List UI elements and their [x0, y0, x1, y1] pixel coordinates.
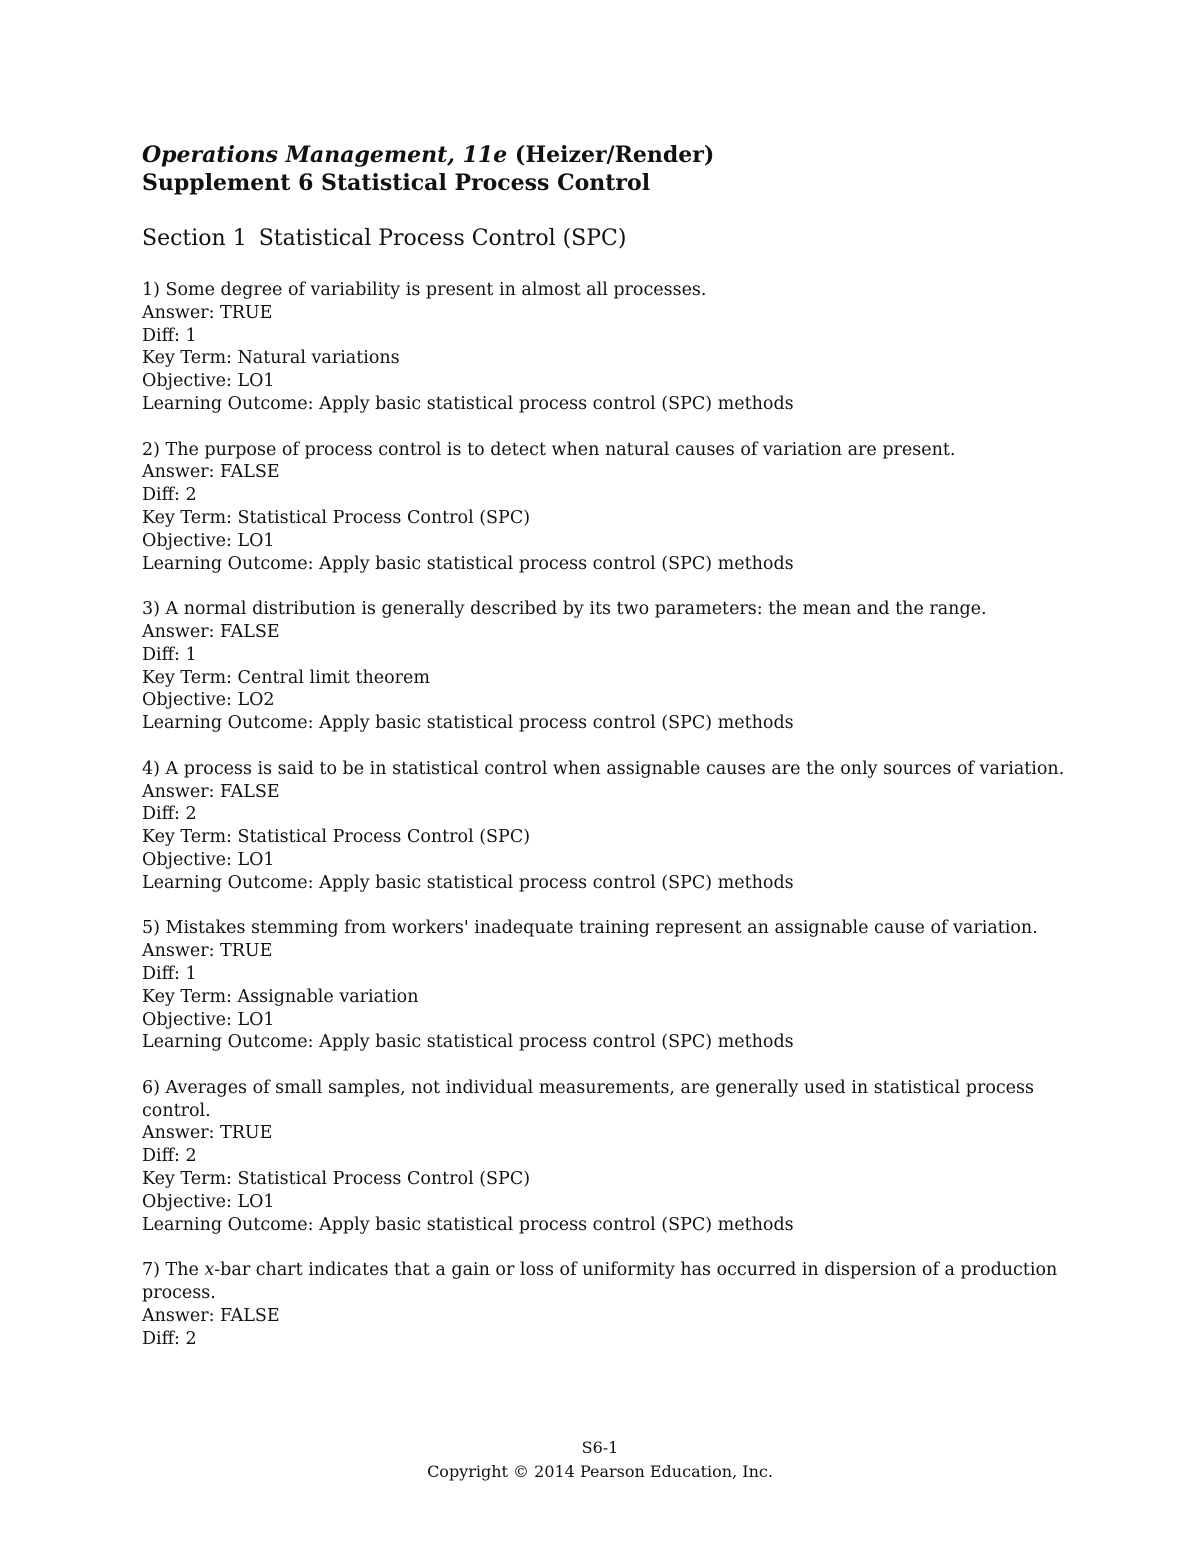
difficulty: Diff: 2 — [142, 485, 197, 506]
difficulty: Diff: 2 — [142, 804, 197, 825]
question-7 — [142, 1259, 1072, 1350]
authors: (Heizer/Render) — [514, 142, 715, 168]
objective: Objective: LO2 — [142, 690, 275, 711]
objective: Objective: LO1 — [142, 371, 275, 392]
edition: 11e — [462, 142, 508, 168]
x-variable: x — [204, 1260, 215, 1281]
objective: Objective: LO1 — [142, 1191, 275, 1212]
key-term: Key Term: Statistical Process Control (SPC) — [142, 507, 531, 528]
learning-outcome: Learning Outcome: Apply basic statistical process control (SPC) methods — [142, 553, 794, 574]
key-term: Key Term: Central limit theorem — [142, 667, 430, 688]
learning-outcome: Learning Outcome: Apply basic statistical process control (SPC) methods — [142, 1032, 794, 1053]
question-text: 5) Mistakes stemming from workers' inadequate training represent an assignable cause of variation. — [142, 918, 1038, 939]
question-4 — [142, 758, 1072, 895]
learning-outcome: Learning Outcome: Apply basic statistical process control (SPC) methods — [142, 713, 794, 734]
difficulty: Diff: 2 — [142, 1328, 197, 1349]
question-text: 1) Some degree of variability is present in almost all processes. — [142, 280, 707, 300]
learning-outcome: Learning Outcome: Apply basic statistical process control (SPC) methods — [142, 1214, 794, 1235]
question-2 — [142, 439, 1072, 576]
key-term: Key Term: Statistical Process Control (SPC) — [142, 1169, 531, 1190]
difficulty: Diff: 2 — [142, 1146, 197, 1167]
question-6 — [142, 1077, 1072, 1237]
objective: Objective: LO1 — [142, 530, 275, 551]
difficulty: Diff: 1 — [142, 963, 197, 984]
key-term: Key Term: Natural variations — [142, 348, 400, 369]
answer: Answer: TRUE — [142, 1123, 273, 1144]
key-term: Key Term: Statistical Process Control (SPC) — [142, 827, 531, 848]
page-content — [142, 141, 1072, 1373]
question-1 — [142, 279, 1072, 416]
section-title: Statistical Process Control (SPC) — [258, 226, 627, 251]
question-text: 2) The purpose of process control is to detect when natural causes of variation are present. — [142, 439, 956, 460]
question-text: 4) A process is said to be in statistical control when assignable causes are the only sources of variation. — [142, 758, 1065, 779]
answer: Answer: TRUE — [142, 302, 273, 323]
question-text — [142, 1259, 1072, 1305]
section-heading — [142, 225, 1072, 253]
objective: Objective: LO1 — [142, 849, 275, 870]
section-number: Section 1 — [142, 226, 247, 251]
key-term: Key Term: Assignable variation — [142, 986, 419, 1007]
answer: Answer: FALSE — [142, 462, 280, 483]
answer: Answer: TRUE — [142, 941, 273, 962]
learning-outcome: Learning Outcome: Apply basic statistical process control (SPC) methods — [142, 393, 794, 414]
objective: Objective: LO1 — [142, 1009, 275, 1030]
page-number: S6-1 — [581, 1438, 619, 1457]
difficulty: Diff: 1 — [142, 325, 197, 346]
answer: Answer: FALSE — [142, 781, 280, 802]
question-text: 6) Averages of small samples, not individual measurements, are generally used in statistical process control. — [142, 1077, 1034, 1121]
book-title: Operations Management, — [142, 142, 455, 168]
question-text: 3) A normal distribution is generally described by its two parameters: the mean and the range. — [142, 599, 987, 620]
learning-outcome: Learning Outcome: Apply basic statistical process control (SPC) methods — [142, 872, 794, 893]
question-text-prefix: 7) The — [142, 1260, 205, 1281]
question-text-rest: -bar chart indicates that a gain or loss of uniformity has occurred in dispersion of a production process. — [142, 1260, 1058, 1304]
question-3 — [142, 598, 1072, 735]
question-5 — [142, 917, 1072, 1054]
copyright-notice: Copyright © 2014 Pearson Education, Inc. — [427, 1462, 773, 1481]
book-title-line — [142, 141, 1072, 169]
supplement-title: Supplement 6 Statistical Process Control — [142, 170, 651, 196]
difficulty: Diff: 1 — [142, 644, 197, 665]
answer: Answer: FALSE — [142, 621, 280, 642]
answer: Answer: FALSE — [142, 1305, 280, 1326]
